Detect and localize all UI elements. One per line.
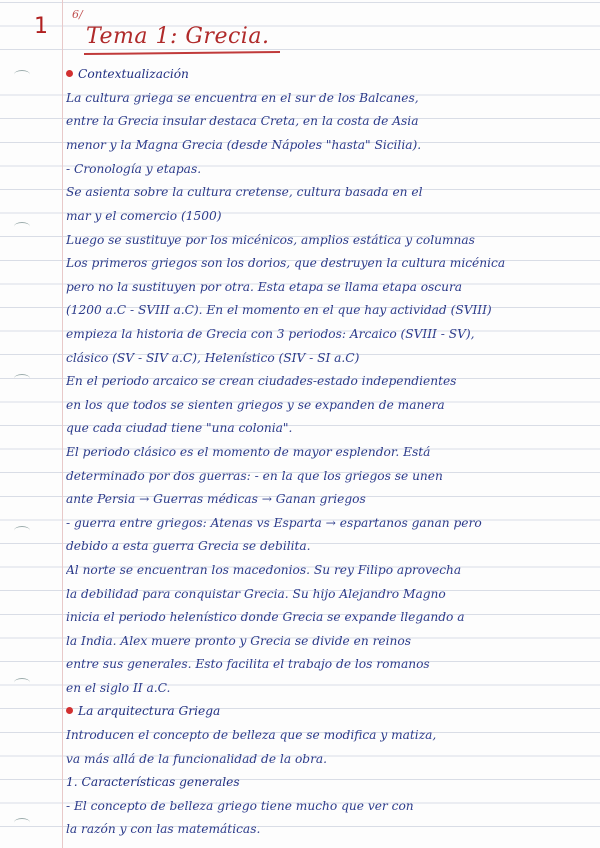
note-line: menor y la Magna Grecia (desde Nápoles "hasta" Sicilia). <box>66 138 422 152</box>
page-title: Tema 1: Grecia. <box>86 24 270 49</box>
note-line: Al norte se encuentran los macedonios. Su rey Filipo aprovecha <box>66 563 462 577</box>
note-line: debido a esta guerra Grecia se debilita. <box>66 539 311 553</box>
note-line: la India. Alex muere pronto y Grecia se divide en reinos <box>66 634 411 648</box>
note-line: entre sus generales. Esto facilita el trabajo de los romanos <box>66 657 430 671</box>
note-line: (1200 a.C - SVIII a.C). En el momento en el que hay actividad (SVIII) <box>66 303 492 317</box>
note-line: va más allá de la funcionalidad de la obra. <box>66 752 328 766</box>
heading-text: La arquitectura Griega <box>78 704 221 718</box>
section-heading-arquitectura <box>66 703 586 719</box>
note-line: pero no la sustituyen por otra. Esta etapa se llama etapa oscura <box>66 280 463 294</box>
note-line: Se asienta sobre la cultura cretense, cultura basada en el <box>66 185 423 199</box>
note-line: inicia el periodo helenístico donde Grecia se expande llegando a <box>66 610 465 624</box>
punch-hole-mark <box>14 818 30 827</box>
title-underline <box>84 51 280 55</box>
note-line: en los que todos se sienten griegos y se expanden de manera <box>66 398 445 412</box>
note-line: Luego se sustituye por los micénicos, amplios estática y columnas <box>66 233 475 247</box>
heading-text: Contextualización <box>78 67 189 81</box>
punch-hole-mark <box>14 374 30 383</box>
punch-hole-mark <box>14 222 30 231</box>
bullet-icon <box>66 707 73 714</box>
note-line: Los primeros griegos son los dorios, que destruyen la cultura micénica <box>66 256 506 270</box>
note-line: la razón y con las matemáticas. <box>66 822 261 836</box>
note-line: entre la Grecia insular destaca Creta, en la costa de Asia <box>66 114 419 128</box>
note-line: ante Persia → Guerras médicas → Ganan griegos <box>66 492 366 506</box>
note-line: El periodo clásico es el momento de mayor esplendor. Está <box>66 445 431 459</box>
note-line: clásico (SV - SIV a.C), Helenístico (SIV - SI a.C) <box>66 351 360 365</box>
margin-line <box>62 0 63 848</box>
note-line: la debilidad para conquistar Grecia. Su hijo Alejandro Magno <box>66 587 446 601</box>
note-line: - guerra entre griegos: Atenas vs Esparta → espartanos ganan pero <box>66 516 482 530</box>
note-line: en el siglo II a.C. <box>66 681 171 695</box>
note-line: - El concepto de belleza griego tiene mucho que ver con <box>66 799 414 813</box>
bullet-icon <box>66 70 73 77</box>
punch-hole-mark <box>14 70 30 79</box>
note-line: En el periodo arcaico se crean ciudades-estado independientes <box>66 374 457 388</box>
date-mark: 6/ <box>72 8 83 21</box>
punch-hole-mark <box>14 678 30 687</box>
note-line: La cultura griega se encuentra en el sur de los Balcanes, <box>66 91 419 105</box>
note-line: Introducen el concepto de belleza que se modifica y matiza, <box>66 728 437 742</box>
note-line: empieza la historia de Grecia con 3 periodos: Arcaico (SVIII - SV), <box>66 327 475 341</box>
note-line: determinado por dos guerras: - en la que los griegos se unen <box>66 469 443 483</box>
page-number: 1 <box>34 14 48 39</box>
subsection-heading: 1. Características generales <box>66 775 240 789</box>
note-line: mar y el comercio (1500) <box>66 209 222 223</box>
note-line: - Cronología y etapas. <box>66 162 202 176</box>
section-heading-contextualizacion <box>66 66 586 82</box>
punch-hole-mark <box>14 526 30 535</box>
note-line: que cada ciudad tiene "una colonia". <box>66 421 293 435</box>
